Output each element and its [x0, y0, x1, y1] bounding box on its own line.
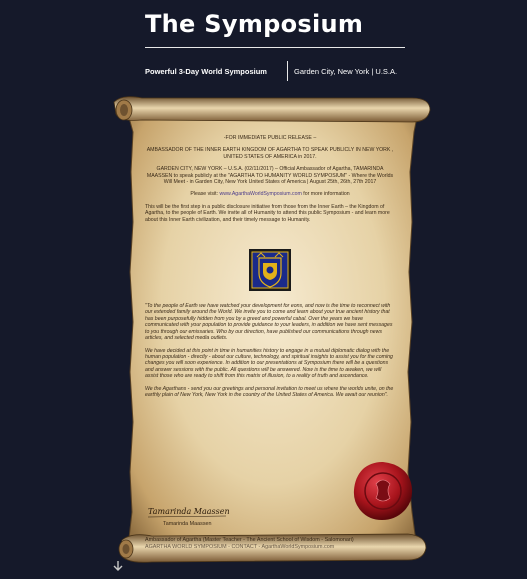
- coat-of-arms-icon: [249, 249, 291, 291]
- signer-name: Tamarinda Maassen: [163, 521, 212, 527]
- quote-paragraph-1: "To the people of Earth we have watched your development for eons, and now is the time to reconnect with our extended family around the World. We invite you to come and learn about your true ancient history that has been purposefully hidden from you by a greed and powerful cabal. Over the years we have communicated with your population to provide guidance to your leaders, in addition we have sent messages to you through our emissaries. Who by our direction, have published our communications through news articles, and selected media outlets.: [145, 303, 393, 342]
- signature-script-text: Tamarinda Maassen: [148, 507, 230, 516]
- header-separator: [287, 61, 288, 81]
- symposium-link[interactable]: www.AgarthaWorldSymposium.com: [219, 191, 302, 198]
- visit-line: [145, 191, 395, 197]
- release-headline: AMBASSADOR OF THE INNER EARTH KINGDOM OF AGARTHA TO SPEAK PUBLICLY IN NEW YORK , UNITED STATES OF AMERICA in 2017.: [146, 147, 394, 160]
- cut-off-line: AGARTHA WORLD SYMPOSIUM - CONTACT - AgarthaWorldSymposium.com: [145, 544, 335, 550]
- title-divider: [145, 47, 405, 48]
- chevron-down-icon[interactable]: [112, 561, 124, 571]
- release-dateline: GARDEN CITY, NEW YORK – U.S.A. (02/11/2017) – Official Ambassador of Agartha, TAMARINDA MAASSEN to speak publicly at the "AGARTHA TO HUMANITY WORLD SYMPOSIUM" - Where the Worlds Will Meet - in Garden City, New York United States of America | August 25th, 26th, 27th 2017: [146, 166, 394, 186]
- release-header: -FOR IMMEDIATE PUBLIC RELEASE –: [223, 135, 317, 141]
- quote-paragraph-3: We the Agarthans - send you our greetings and personal invitation to meet us where the worlds unite, on the earthly plain of New York, New York in the country of the United States of America. We await our reunion".: [145, 385, 394, 398]
- release-intro: This will be the first step in a public disclosure initiative from those from the Inner Earth – the Kingdom of Agartha, to the people of Earth. We invite all of Humanity to attend this public Symposium - and learn more about this Inner Earth civilization, and their timely message to Humanity.: [145, 203, 390, 223]
- visit-prefix: Please visit:: [190, 191, 220, 198]
- ambassador-info: [145, 537, 385, 551]
- ambassador-line: Ambassador of Agartha (Master Teacher - The Ancient School of Wisdom - Salomonari): [145, 537, 354, 543]
- visit-suffix: for more information: [301, 191, 350, 198]
- signature-script: [146, 503, 236, 519]
- quote-paragraph-2: We have decided at this point in time in humanities history to engage in a mutual diplomatic dialog with the human population - directly - about our culture, technology, and spiritual insights to assist you for the coming changes you will soon experience. In addition to our presentations at Symposium there will be a questions and answer sessions with the public. All questions will be answered. Now is the time to awaken, we will assist those who are ready to shift from this matrix of illusion, to a reality of truth and ascendance.: [145, 347, 393, 380]
- location-label: Garden City, New York | U.S.A.: [294, 67, 398, 76]
- page-title: The Symposium: [145, 10, 364, 38]
- wax-seal-icon: [352, 460, 414, 522]
- tagline: Powerful 3-Day World Symposium: [145, 67, 267, 76]
